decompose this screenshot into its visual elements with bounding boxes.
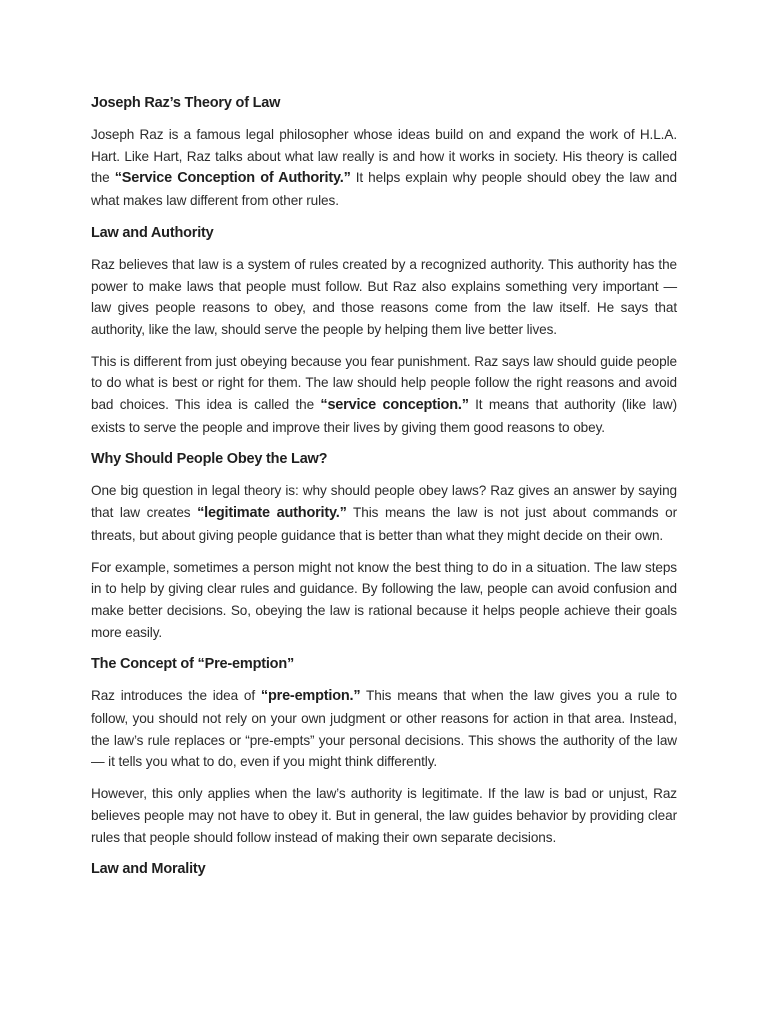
paragraph-text-a: This is different from just obeying because you fear punishment. Raz says law should guide people to do what is best or right for them. The law should help people follow the right reasons and avoid bad choices. This idea is called the — [91, 353, 677, 413]
document-title: Joseph Raz’s Theory of Law — [91, 95, 281, 111]
paragraph-text-a: Raz introduces the idea of — [91, 688, 261, 704]
section-heading-law-and-morality: Law and Morality — [91, 861, 206, 878]
intro-text-a: Joseph Raz is a famous legal philosopher whose ideas build on and expand the work of H.L.A. Hart. Like Hart, Raz talks about what law really is and how it works in society. His theory is called the — [91, 127, 677, 186]
paragraph-emphasis: “legitimate authority.” — [197, 505, 347, 522]
section-heading-why-obey: Why Should People Obey the Law? — [91, 451, 328, 468]
paragraph-pre-emption-1 — [91, 685, 677, 773]
section-heading-pre-emption: The Concept of “Pre-emption” — [91, 656, 295, 673]
intro-emphasis: “Service Conception of Authority.” — [114, 170, 351, 187]
paragraph-emphasis: “service conception.” — [320, 397, 469, 414]
intro-text-b: It helps explain why people should obey the law and what makes law different from other rules. — [91, 170, 678, 209]
paragraph-emphasis: “pre-emption.” — [260, 688, 361, 705]
paragraph-law-authority-2 — [91, 351, 677, 439]
paragraph-text-b: This means that when the law gives you a rule to follow, you should not rely on your own judgment or other reasons for action in that area. Instead, the law’s rule replaces or “pre-empts” your personal decisions. This shows the authority of the law — it tells you what to do, even if you might think differently. — [91, 688, 677, 770]
document-body — [91, 92, 677, 880]
paragraph-law-authority-1: Raz believes that law is a system of rules created by a recognized authority. This authority has the power to make laws that people must follow. But Raz also explains something very important — law gives people reasons to obey, and those reasons come from the law itself. He says that authority, like the law, should serve the people by helping them live better lives. — [91, 256, 677, 337]
paragraph-why-obey-2: For example, sometimes a person might not know the best thing to do in a situation. The law steps in to help by giving clear rules and guidance. By following the law, people can avoid confusion and make better decisions. So, obeying the law is rational because it helps people achieve their goals more easily. — [91, 559, 677, 640]
paragraph-text-a: One big question in legal theory is: why should people obey laws? Raz gives an answer by saying that law creates — [91, 483, 677, 521]
paragraph-pre-emption-2: However, this only applies when the law’s authority is legitimate. If the law is bad or unjust, Raz believes people may not have to obey it. But in general, the law guides behavior by providing clear rules that people should follow instead of making their own separate decisions. — [91, 786, 677, 845]
intro-paragraph — [91, 124, 677, 212]
paragraph-text-b: It means that authority (like law) exists to serve the people and improve their lives by giving them good reasons to obey. — [91, 397, 677, 435]
section-heading-law-and-authority: Law and Authority — [91, 224, 214, 241]
paragraph-why-obey-1 — [91, 480, 677, 546]
paragraph-text-b: This means the law is not just about commands or threats, but about giving people guidance that is better than what they might decide on their own. — [91, 505, 677, 543]
